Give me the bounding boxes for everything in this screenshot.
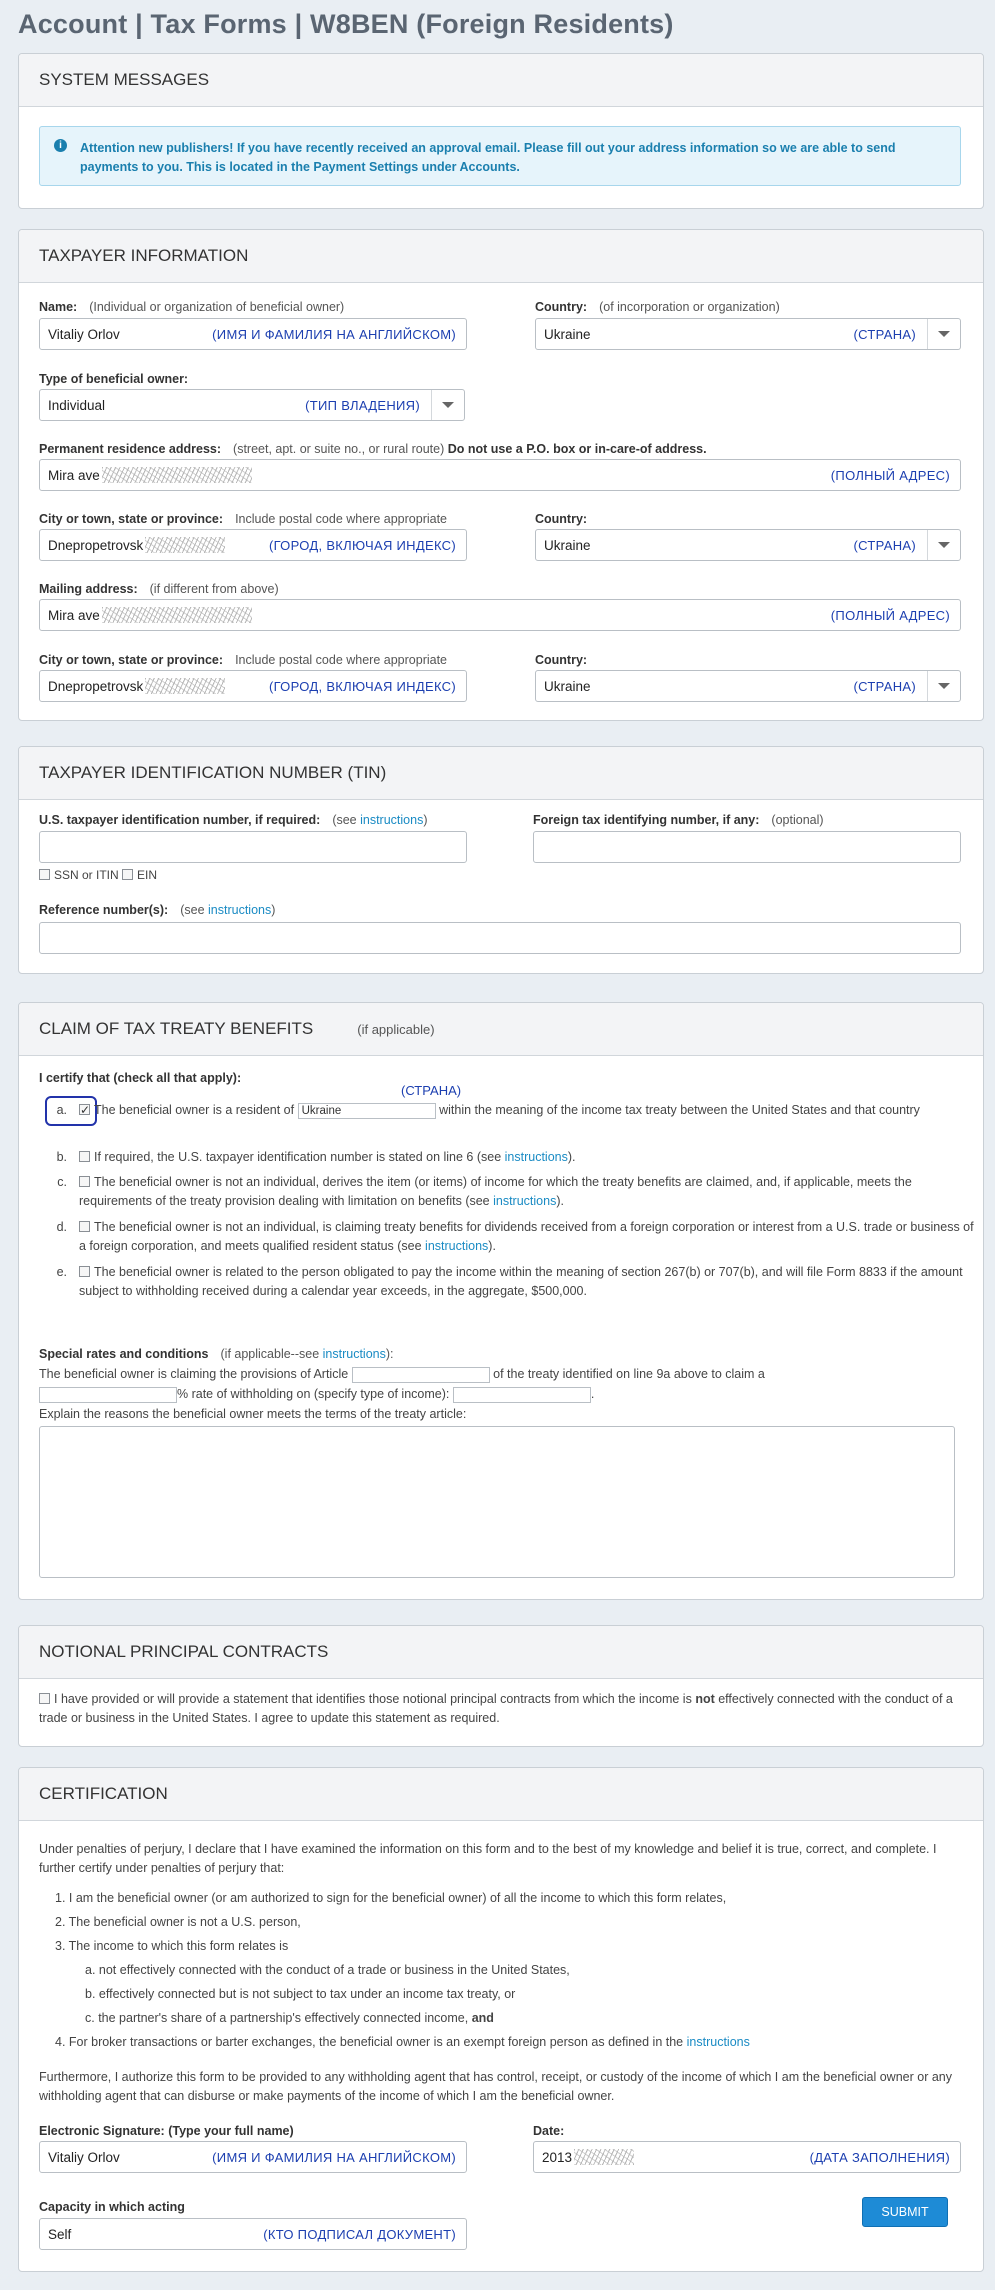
notional-statement: I have provided or will provide a statement that identifies those notional principal contracts from which the income is not effectively connected with the conduct of a trade or business in the United States. I agree to update this statement as required.: [39, 1692, 953, 1725]
owner-type-annotation: (ТИП ВЛАДЕНИЯ): [305, 397, 420, 413]
signature-annotation: (ИМЯ И ФАМИЛИЯ НА АНГЛИЙСКОМ): [212, 2149, 456, 2165]
special-rates-label: Special rates and conditions (if applicable--see instructions):: [39, 1347, 394, 1361]
perm-address-label: Permanent residence address: (street, apt. or suite no., or rural route) Do not use a P.O. box or in-care-of address.: [39, 442, 707, 456]
name-input[interactable]: Vitaliy Orlov (ИМЯ И ФАМИЛИЯ НА АНГЛИЙСКОМ): [39, 318, 467, 350]
special-line-2: % rate of withholding on (specify type of income): .: [39, 1385, 594, 1404]
country3-label: Country:: [535, 653, 588, 667]
rate-input[interactable]: [39, 1387, 177, 1403]
redacted-scribble: [145, 678, 225, 694]
taxpayer-panel: [18, 229, 984, 721]
list-item: b. effectively connected but is not subject to tax under an income tax treaty, or: [85, 1987, 516, 2001]
ein-checkbox[interactable]: [122, 869, 133, 880]
tin-heading: TAXPAYER IDENTIFICATION NUMBER (TIN): [19, 747, 983, 800]
ssn-label: SSN or ITIN: [54, 868, 119, 882]
chevron-down-icon: [927, 319, 960, 349]
instructions-link[interactable]: instructions: [425, 1239, 489, 1253]
foreign-tin-input[interactable]: [533, 831, 961, 863]
certification-list: [55, 1884, 955, 2052]
system-messages-panel: [18, 53, 984, 209]
us-tin-input[interactable]: [39, 831, 467, 863]
city1-label: City or town, state or province: Include postal code where appropriate: [39, 512, 448, 526]
date-annotation: (ДАТА ЗАПОЛНЕНИЯ): [809, 2149, 950, 2165]
info-icon: i: [54, 139, 67, 152]
special-line-1: The beneficial owner is claiming the provisions of Article of the treaty identified on line 9a above to claim a: [39, 1367, 765, 1381]
date-input[interactable]: 2013 (ДАТА ЗАПОЛНЕНИЯ): [533, 2141, 961, 2173]
alert-message: Attention new publishers! If you have recently received an approval email. Please fill out your address information so we are able to send payments to you. This is located in the Payment Settings under Accounts.: [80, 141, 896, 174]
claim-b-checkbox[interactable]: [79, 1151, 90, 1162]
claim-a-checkbox[interactable]: [79, 1104, 90, 1115]
tin-type-options: [39, 866, 157, 885]
perm-address-annotation: (ПОЛНЫЙ АДРЕС): [830, 467, 950, 483]
notional-checkbox[interactable]: [39, 1693, 50, 1704]
system-messages-heading: SYSTEM MESSAGES: [19, 54, 983, 107]
instructions-link[interactable]: instructions: [360, 813, 424, 827]
ein-label: EIN: [137, 868, 158, 882]
signature-input[interactable]: Vitaliy Orlov (ИМЯ И ФАМИЛИЯ НА АНГЛИЙСКОМ): [39, 2141, 467, 2173]
explain-textarea[interactable]: [39, 1426, 955, 1578]
article-input[interactable]: [352, 1367, 490, 1383]
perjury-intro: Under penalties of perjury, I declare that I have examined the information on this form and to the best of my knowledge and belief it is true, correct, and complete. I further certify under penalties of perjury that:: [39, 1842, 937, 1875]
name-annotation: (ИМЯ И ФАМИЛИЯ НА АНГЛИЙСКОМ): [212, 326, 456, 342]
country2-select[interactable]: Ukraine (СТРАНА): [535, 529, 961, 561]
claim-a: a. ✓ The beneficial owner is a resident of Ukraine within the meaning of the income tax treaty between the United States and that country: [51, 1101, 977, 1120]
instructions-link[interactable]: instructions: [686, 2035, 750, 2049]
submit-button[interactable]: SUBMIT: [862, 2197, 948, 2227]
treaty-country-input[interactable]: Ukraine: [298, 1103, 436, 1119]
treaty-heading: CLAIM OF TAX TREATY BENEFITS (if applicable): [19, 1003, 983, 1056]
us-tin-label: U.S. taxpayer identification number, if required: (see instructions): [39, 813, 428, 827]
certify-label: I certify that (check all that apply):: [39, 1071, 242, 1085]
ref-label: Reference number(s): (see instructions): [39, 903, 276, 917]
list-item: a. not effectively connected with the conduct of a trade or business in the United States,: [85, 1963, 570, 1977]
capacity-input[interactable]: Self (КТО ПОДПИСАЛ ДОКУМЕНТ): [39, 2218, 467, 2250]
country2-annotation: (СТРАНА): [853, 537, 916, 553]
list-item: c. the partner's share of a partnership's effectively connected income, and: [85, 2011, 494, 2025]
list-item: 1. I am the beneficial owner (or am authorized to sign for the beneficial owner) of all the income to which this form relates,: [55, 1891, 727, 1905]
country3-annotation: (СТРАНА): [853, 678, 916, 694]
perm-address-input[interactable]: Mira ave (ПОЛНЫЙ АДРЕС): [39, 459, 961, 491]
claim-d-checkbox[interactable]: [79, 1221, 90, 1232]
redacted-scribble: [102, 467, 252, 483]
instructions-link[interactable]: instructions: [208, 903, 272, 917]
claim-d: d. The beneficial owner is not an individual, is claiming treaty benefits for dividends received from a foreign corporation or interest from a U.S. trade or business of a foreign corporation, and meets qualified resident status (see instructions).: [56, 1220, 974, 1253]
explain-label: Explain the reasons the beneficial owner meets the terms of the treaty article:: [39, 1407, 467, 1421]
mail-address-label: Mailing address: (if different from above): [39, 582, 279, 596]
treaty-panel: [18, 1002, 984, 1600]
list-item: 4. For broker transactions or barter exchanges, the beneficial owner is an exempt foreign person as defined in the instructions: [55, 2035, 750, 2049]
claim-e: e. The beneficial owner is related to the person obligated to pay the income within the meaning of section 267(b) or 707(b), and will file Form 8833 if the amount subject to withholding received during a calendar year exceeds, in the aggregate, $500,000.: [56, 1265, 963, 1298]
mail-address-input[interactable]: Mira ave (ПОЛНЫЙ АДРЕС): [39, 599, 961, 631]
redacted-scribble: [145, 537, 225, 553]
list-item: 3. The income to which this form relates is: [55, 1939, 289, 1953]
date-label: Date:: [533, 2124, 565, 2138]
income-type-input[interactable]: [453, 1387, 591, 1403]
city2-annotation: (ГОРОД, ВКЛЮЧАЯ ИНДЕКС): [268, 678, 456, 694]
claim-b: b. If required, the U.S. taxpayer identification number is stated on line 6 (see instructions).: [56, 1150, 576, 1164]
certification-panel: [18, 1767, 984, 2272]
page-title: Account | Tax Forms | W8BEN (Foreign Residents): [18, 9, 674, 39]
redacted-scribble: [102, 607, 252, 623]
foreign-tin-label: Foreign tax identifying number, if any: (optional): [533, 813, 824, 827]
claim-c: c. The beneficial owner is not an individual, derives the item (or items) of income for which the treaty benefits are claimed, and, if applicable, meets the requirements of the treaty provision dealing with limitation on benefits (see instructions).: [57, 1175, 912, 1208]
signature-label: Electronic Signature: (Type your full name): [39, 2124, 294, 2138]
country2-label: Country:: [535, 512, 588, 526]
country-label: Country: (of incorporation or organization): [535, 300, 780, 314]
claim-e-checkbox[interactable]: [79, 1266, 90, 1277]
city1-input[interactable]: Dnepropetrovsk (ГОРОД, ВКЛЮЧАЯ ИНДЕКС): [39, 529, 467, 561]
taxpayer-heading: TAXPAYER INFORMATION: [19, 230, 983, 283]
certification-heading: CERTIFICATION: [19, 1768, 983, 1821]
ssn-checkbox[interactable]: [39, 869, 50, 880]
strana-annotation: (СТРАНА): [401, 1083, 462, 1098]
chevron-down-icon: [927, 530, 960, 560]
capacity-label: Capacity in which acting: [39, 2200, 185, 2214]
list-item: 2. The beneficial owner is not a U.S. person,: [55, 1915, 301, 1929]
owner-type-select[interactable]: Individual (ТИП ВЛАДЕНИЯ): [39, 389, 465, 421]
city1-annotation: (ГОРОД, ВКЛЮЧАЯ ИНДЕКС): [268, 537, 456, 553]
chevron-down-icon: [431, 390, 464, 420]
instructions-link[interactable]: instructions: [504, 1150, 568, 1164]
owner-type-label: Type of beneficial owner:: [39, 372, 189, 386]
furthermore-text: Furthermore, I authorize this form to be provided to any withholding agent that has control, receipt, or custody of the income of which I am the beneficial owner or any withholding agent that can disburse or make payments of the income of which I am the beneficial owner.: [39, 2070, 952, 2103]
capacity-annotation: (КТО ПОДПИСАЛ ДОКУМЕНТ): [263, 2226, 456, 2242]
alert-box: [39, 126, 961, 186]
redacted-scribble: [574, 2149, 634, 2165]
mail-address-annotation: (ПОЛНЫЙ АДРЕС): [830, 607, 950, 623]
tin-panel: [18, 746, 984, 974]
city2-input[interactable]: Dnepropetrovsk (ГОРОД, ВКЛЮЧАЯ ИНДЕКС): [39, 670, 467, 702]
name-label: Name: (Individual or organization of beneficial owner): [39, 300, 345, 314]
notional-panel: [18, 1625, 984, 1747]
instructions-link[interactable]: instructions: [493, 1194, 557, 1208]
country-select[interactable]: Ukraine (СТРАНА): [535, 318, 961, 350]
claim-c-checkbox[interactable]: [79, 1176, 90, 1187]
city2-label: City or town, state or province: Include postal code where appropriate: [39, 653, 448, 667]
reference-input[interactable]: [39, 922, 961, 954]
notional-heading: NOTIONAL PRINCIPAL CONTRACTS: [19, 1626, 983, 1679]
chevron-down-icon: [927, 671, 960, 701]
country3-select[interactable]: Ukraine (СТРАНА): [535, 670, 961, 702]
country-annotation: (СТРАНА): [853, 326, 916, 342]
instructions-link[interactable]: instructions: [322, 1347, 386, 1361]
